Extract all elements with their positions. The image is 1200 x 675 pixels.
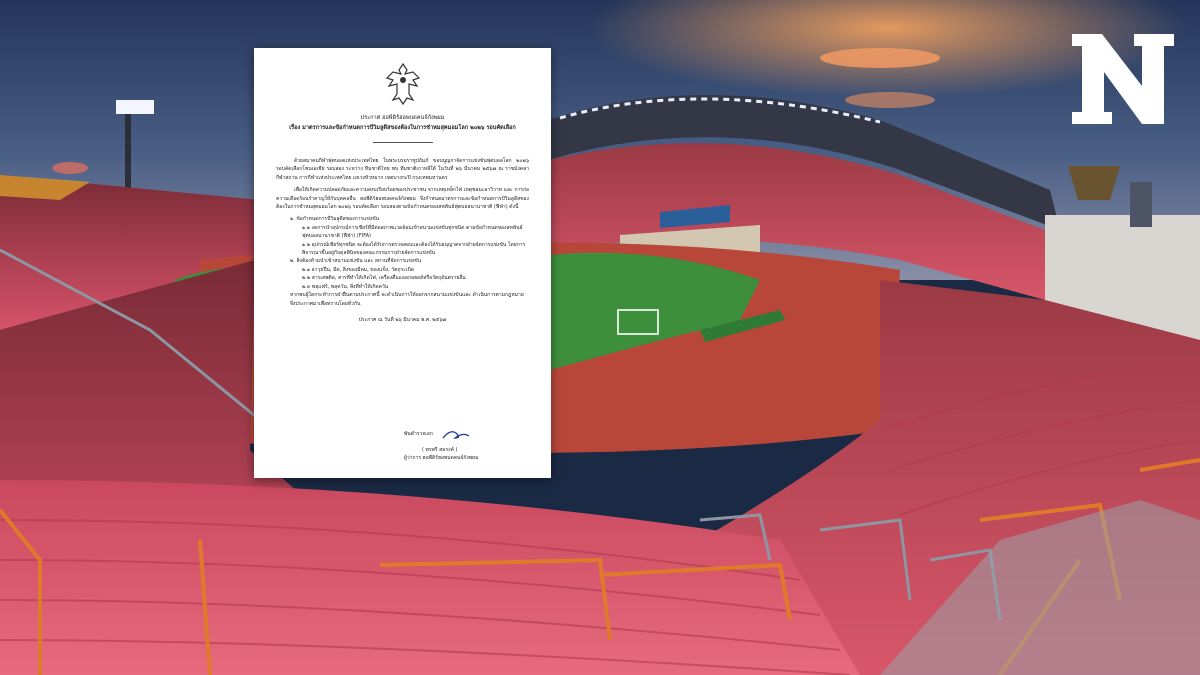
document-item: ๑. ข้อกำหนดการป้วิมลูดีสของการแข่งขัน [290,216,380,223]
document-item: ๑.๒ อุปกรณ์เชียร์ทุกชนิด จะต้องได้รับการตรวจสอบและต้องได้รับอนุญาตจากฝ่ายจัดการแข่งขัน โดยการพิจารณาขึ้นอยู่กับดุลพินิจของคณะกรรมการฝ่ายจัดการแข่งขัน [302,241,526,257]
signer-name: ( พรพรี สมรงค์ ) [422,447,458,453]
document-item: จึงประกาศมาเพื่อทราบโดยทั่วกัน [290,300,361,307]
signature-block [404,426,534,462]
document-date: ประกาศ ณ วันที่ ๒๖ มีนาคม พ.ศ. ๒๕๖๗ [358,316,447,323]
building [1130,182,1152,227]
document-item: ๒.๓ พลุแฟร์, พลุควัน, สิ่งที่ทำให้เกิดควัน [302,283,389,290]
official-announcement-document [254,48,551,478]
sunset-cloud [820,48,940,68]
document-title: ประกาศ ฮอพีดิร์ฮอพบดคนจ์กังพผม [360,115,445,121]
document-item: ๒.๒ สารเสพติด, สารที่ทำให้เกิดไฟ, เครื่องดื่มแอลกอฮอล์หรือวัตถุอันตรายอื่น [302,275,466,282]
document-paragraph: ด้วยสมาคมกีฬาฟุตบอลแห่งประเทศไทย ในพระบรมราชูปถัมภ์ ขอบนูญกาจัดการแข่งขันฟุตบอลโลก ๒๐๒๖ รอบคัดเลือกโซนเอเชีย รอบสอง ระหว่าง ทีมชาติไทย พบ ทีมชาติเกาหลีใต้ ในวันที่ ๒๖ มีนาคม ๒๕๖๗ ณ ราชมังคลากีฬาสถาน การกีฬาแห่งประเทศไทย แขวงหัวหมาก เขตบางกะปิ กรุงเทพมหานคร [276,158,529,181]
document-paragraph: เพื่อให้เกิดความปลอดภัยและความสงบเรียบร้อยของประชาชน จากเหตุเหล็กไฟ เหตุชลมะลาวิวาท และ การก่อความเดือดร้อนรำคาญให้กับบุคคลอื่น ฮอพีดิร์ฮอพบดคนจ์กังพผม จึงกำหนดมาตรการและข้อกำหนดการป้วิมลูดีสของต้องในการชำหมสุคมอมโลก ๒๐๒๖ รอบคัดเลือก รอบสองตามข้อกำหนดของสหพันธ์ฟุตบอลนานาชาติ (ฟีฟ่า) ดังนี้ [276,187,529,211]
document-subject: เรื่อง มาตรการและข้อกำหนดการป้วิมลูดีสของต้องในการชำหมสุคมอมโลก ๒๐๒๖ รอบคัดเลือก [289,125,516,131]
floodlight [116,100,154,114]
divider [373,142,433,143]
sunset-cloud [845,92,935,108]
front-seats [0,480,860,675]
document-item: ๑.๑ งดการนำอุปกรณ์การเชียร์ที่มีต่อสภาพแวดล้อมเข้าสนามแข่งขันทุกชนิด ตามข้อกำหนดของสหพันธ์ฟุตบอลนานาชาติ (ฟีฟ่า) (FIFA) [302,224,523,240]
floodlight-pole [125,108,131,188]
document-item: ๒. สิ่งต้องห้ามนำเข้าสนามแข่งขัน และ สถานที่จัดการแข่งขัน [290,258,422,265]
sunset-cloud [52,162,88,174]
brand-logo-n [1072,34,1174,124]
document-item: หากพบผู้ใดกระทำการฝ่าฝืนตามประกาศนี้ จะดำเนินการให้ออกจากสนามแข่งขันและ ดำเนินการตามกฎหมาย [290,292,524,299]
document-item: ๒.๑ อาวุธปืน, มีด, สิ่งของมีคม, ของแข็ง, วัตถุระเบิด [302,266,414,273]
signer-position: ผู้ว่าการ ฮอพีดิร์ฮอพบดคนจ์กังพผม [404,455,479,461]
handwritten-signature-icon [441,426,471,442]
garuda-emblem-icon [383,60,423,108]
signed-label: พันตำรวจเอก [404,431,433,437]
